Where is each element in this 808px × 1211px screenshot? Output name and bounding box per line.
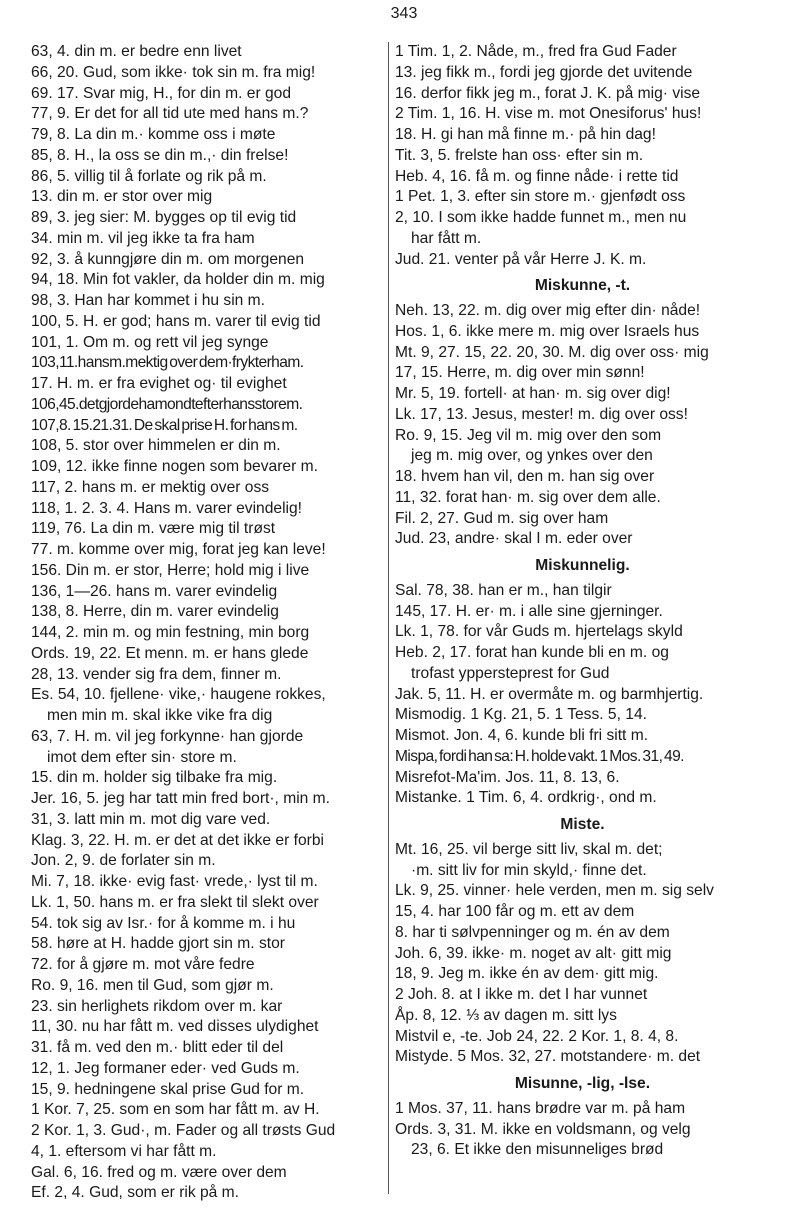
verse-entry: 18, 9. Jeg m. ikke én av dem· gitt mig. bbox=[395, 965, 659, 983]
verse-entry: 18. H. gi han må finne m.· på hin dag! bbox=[395, 126, 656, 143]
verse-entry: 23, 6. Et ikke den misunneliges brød bbox=[411, 1141, 664, 1159]
verse-entry: 92, 3. å kunngjøre din m. om morgenen bbox=[31, 250, 305, 268]
section-heading: Miste. bbox=[560, 816, 605, 833]
verse-entry: 1 Mos. 37, 11. hans brødre var m. på ham bbox=[395, 1099, 686, 1117]
verse-entry: 23. sin herlighets rikdom over m. kar bbox=[31, 997, 283, 1015]
verse-entry: 108, 5. stor over himmelen er din m. bbox=[31, 437, 281, 455]
page-number: 343 bbox=[390, 5, 418, 22]
verse-entry: Mismot. Jon. 4, 6. kunde bli fri sitt m. bbox=[395, 727, 649, 744]
verse-entry: 94, 18. Min fot vakler, da holder din m. mig bbox=[31, 271, 325, 289]
verse-entry: 1 Tim. 1, 2. Nåde, m., fred fra Gud Fader bbox=[395, 43, 677, 60]
verse-entry: 69. 17. Svar mig, H., for din m. er god bbox=[31, 84, 292, 102]
verse-entry: 106,45.detgjordehamondtefterhansstorem. bbox=[31, 395, 303, 413]
verse-entry: 18. hvem han vil, den m. han sig over bbox=[395, 468, 655, 485]
verse-entry: 79, 8. La din m.· komme oss i møte bbox=[31, 126, 276, 143]
verse-entry: Jud. 21. venter på vår Herre J. K. m. bbox=[395, 250, 647, 268]
verse-entry: 107,8. 15.21.31. De skal prise H. for hans m. bbox=[31, 416, 298, 434]
right-column bbox=[395, 42, 770, 1161]
verse-entry: Ro. 9, 15. Jeg vil m. mig over den som bbox=[395, 426, 662, 444]
verse-entry: Lk. 1, 50. hans m. er fra slekt til slekt over bbox=[31, 893, 319, 911]
verse-entry: 31, 3. latt min m. mot dig vare ved. bbox=[31, 810, 271, 828]
verse-entry: 12, 1. Jeg formaner eder· ved Guds m. bbox=[31, 1059, 300, 1077]
verse-entry: 138, 8. Herre, din m. varer evindelig bbox=[31, 603, 279, 621]
verse-entry: 1 Pet. 1, 3. efter sin store m.· gjenfødt oss bbox=[395, 188, 686, 206]
verse-entry: 17. H. m. er fra evighet og· til evighet bbox=[31, 375, 287, 392]
verse-entry: 2 Joh. 8. at I ikke m. det I har vunnet bbox=[395, 986, 648, 1003]
verse-entry: ·m. sitt liv for min skyld,· finne det. bbox=[411, 861, 647, 879]
verse-entry: 15, 9. hedningene skal prise Gud for m. bbox=[31, 1080, 305, 1098]
verse-entry: Mismodig. 1 Kg. 21, 5. 1 Tess. 5, 14. bbox=[395, 706, 647, 724]
verse-entry: Ef. 2, 4. Gud, som er rik på m. bbox=[31, 1184, 239, 1202]
verse-entry: Mt. 9, 27. 15, 22. 20, 30. M. dig over oss· mig bbox=[395, 343, 709, 361]
verse-entry: imot dem efter sin· store m. bbox=[47, 748, 237, 766]
verse-entry: Ro. 9, 16. men til Gud, som gjør m. bbox=[31, 976, 274, 994]
verse-entry: Jak. 5, 11. H. er overmåte m. og barmhjertig. bbox=[395, 685, 704, 703]
verse-entry: 89, 3. jeg sier: M. bygges op til evig tid bbox=[31, 209, 297, 226]
verse-entry: 2, 10. I som ikke hadde funnet m., men nu bbox=[395, 209, 687, 226]
verse-entry: 117, 2. hans m. er mektig over oss bbox=[31, 478, 270, 496]
verse-entry: Mistvil e, -te. Job 24, 22. 2 Kor. 1, 8. 4, 8. bbox=[395, 1027, 679, 1045]
verse-entry: 2 Tim. 1, 16. H. vise m. mot Onesiforus' hus! bbox=[395, 105, 702, 123]
verse-entry: Klag. 3, 22. H. m. er det at det ikke er forbi bbox=[31, 831, 324, 849]
verse-entry: 15. din m. holder sig tilbake fra mig. bbox=[31, 769, 278, 787]
verse-entry: Lk. 17, 13. Jesus, mester! m. dig over oss! bbox=[395, 405, 688, 423]
verse-entry: 98, 3. Han har kommet i hu sin m. bbox=[31, 292, 266, 309]
verse-entry: Joh. 6, 39. ikke· m. noget av alt· gitt mig bbox=[395, 944, 672, 962]
verse-entry: 58. høre at H. hadde gjort sin m. stor bbox=[31, 935, 285, 953]
verse-entry: Ords. 3, 31. M. ikke en voldsmann, og velg bbox=[395, 1120, 691, 1138]
verse-entry: 4, 1. eftersom vi har fått m. bbox=[31, 1142, 217, 1160]
column-divider bbox=[388, 42, 389, 1194]
verse-entry: 144, 2. min m. og min festning, min borg bbox=[31, 624, 310, 641]
verse-entry: Fil. 2, 27. Gud m. sig over ham bbox=[395, 509, 609, 527]
verse-entry: 145, 17. H. er· m. i alle sine gjerninger. bbox=[395, 602, 663, 620]
verse-entry: 119, 76. La din m. være mig til trøst bbox=[31, 520, 276, 538]
verse-entry: Mispa, fordi han sa: H. holde vakt. 1 Mos. 31, 49. bbox=[395, 747, 684, 765]
verse-entry: 13. jeg fikk m., fordi jeg gjorde det uvitende bbox=[395, 63, 693, 81]
verse-entry: Jer. 16, 5. jeg har tatt min fred bort·, min m. bbox=[31, 790, 330, 807]
verse-entry: 118, 1. 2. 3. 4. Hans m. varer evindelig! bbox=[31, 499, 303, 517]
verse-entry: Heb. 2, 17. forat han kunde bli en m. og bbox=[395, 644, 669, 661]
verse-entry: 15, 4. har 100 får og m. ett av dem bbox=[395, 903, 635, 920]
verse-entry: Lk. 1, 78. for vår Guds m. hjertelags skyld bbox=[395, 623, 683, 641]
verse-entry: Es. 54, 10. fjellene· vike,· haugene rokkes, bbox=[31, 686, 326, 704]
verse-entry: 63, 7. H. m. vil jeg forkynne· han gjorde bbox=[31, 727, 304, 745]
verse-entry: 63, 4. din m. er bedre enn livet bbox=[31, 43, 242, 60]
verse-entry: Jud. 23, andre· skal I m. eder over bbox=[395, 530, 633, 548]
section-heading: Miskunne, -t. bbox=[534, 277, 631, 295]
verse-entry: Sal. 78, 38. han er m., han tilgir bbox=[395, 581, 612, 599]
verse-entry: jeg m. mig over, og ynkes over den bbox=[411, 447, 653, 465]
verse-entry: 28, 13. vender sig fra dem, finner m. bbox=[31, 665, 282, 683]
verse-entry: 136, 1—26. hans m. varer evindelig bbox=[31, 582, 278, 600]
verse-entry: Åp. 8, 12. ⅓ av dagen m. sitt lys bbox=[395, 1006, 617, 1024]
verse-entry: Jon. 2, 9. de forlater sin m. bbox=[31, 852, 216, 870]
verse-entry: 16. derfor fikk jeg m., forat J. K. på mig· vise bbox=[395, 84, 701, 102]
verse-entry: 13. din m. er stor over mig bbox=[31, 188, 213, 206]
verse-entry: Mr. 5, 19. fortell· at han· m. sig over dig! bbox=[395, 385, 671, 402]
verse-entry: Gal. 6, 16. fred og m. være over dem bbox=[31, 1163, 287, 1181]
verse-entry: men min m. skal ikke vike fra dig bbox=[47, 707, 273, 724]
verse-entry: Mistyde. 5 Mos. 32, 27. motstandere· m. det bbox=[395, 1048, 701, 1066]
left-column bbox=[31, 42, 386, 1204]
verse-entry: 34. min m. vil jeg ikke ta fra ham bbox=[31, 229, 255, 247]
verse-entry: 85, 8. H., la oss se din m.,· din frelse! bbox=[31, 146, 289, 164]
verse-entry: 54. tok sig av Isr.· for å komme m. i hu bbox=[31, 914, 296, 932]
verse-entry: Lk. 9, 25. vinner· hele verden, men m. sig selv bbox=[395, 882, 714, 900]
verse-entry: trofast yppersteprest for Gud bbox=[411, 664, 610, 682]
verse-entry: Neh. 13, 22. m. dig over mig efter din· nåde! bbox=[395, 302, 701, 319]
verse-entry: Ords. 19, 22. Et menn. m. er hans glede bbox=[31, 644, 309, 662]
verse-entry: 109, 12. ikke finne nogen som bevarer m. bbox=[31, 458, 318, 475]
verse-entry: 86, 5. villig til å forlate og rik på m. bbox=[31, 167, 267, 185]
verse-entry: Misrefot-Ma'im. Jos. 11, 8. 13, 6. bbox=[395, 768, 620, 786]
verse-entry: 156. Din m. er stor, Herre; hold mig i live bbox=[31, 561, 310, 579]
verse-entry: Heb. 4, 16. få m. og finne nåde· i rette tid bbox=[395, 167, 679, 185]
verse-entry: 17, 15. Herre, m. dig over min sønn! bbox=[395, 364, 645, 382]
verse-entry: Mt. 16, 25. vil berge sitt liv, skal m. det; bbox=[395, 840, 663, 858]
verse-entry: Mistanke. 1 Tim. 6, 4. ordkrig·, ond m. bbox=[395, 789, 657, 807]
verse-entry: 11, 30. nu har fått m. ved disses ulydighet bbox=[31, 1018, 319, 1036]
verse-entry: 2 Kor. 1, 3. Gud·, m. Fader og all trøsts Gud bbox=[31, 1122, 336, 1139]
verse-entry: 31. få m. ved den m.· blitt eder til del bbox=[31, 1039, 284, 1056]
verse-entry: 100, 5. H. er god; hans m. varer til evig tid bbox=[31, 312, 321, 330]
verse-entry: Mi. 7, 18. ikke· evig fast· vrede,· lyst til m. bbox=[31, 873, 318, 890]
verse-entry: 8. har ti sølvpenninger og m. én av dem bbox=[395, 923, 670, 941]
verse-entry: 1 Kor. 7, 25. som en som har fått m. av H. bbox=[31, 1101, 320, 1119]
verse-entry: Tit. 3, 5. frelste han oss· efter sin m. bbox=[395, 146, 644, 164]
section-heading: Misunne, -lig, -lse. bbox=[514, 1075, 651, 1092]
verse-entry: 77. m. komme over mig, forat jeg kan leve! bbox=[31, 541, 326, 558]
verse-entry: 11, 32. forat han· m. sig over dem alle. bbox=[395, 488, 661, 506]
verse-entry: 72. for å gjøre m. mot våre fedre bbox=[31, 956, 255, 973]
verse-entry: har fått m. bbox=[411, 229, 482, 247]
verse-entry: 77, 9. Er det for all tid ute med hans m.? bbox=[31, 105, 309, 123]
section-heading: Miskunnelig. bbox=[535, 557, 630, 574]
verse-entry: 101, 1. Om m. og rett vil jeg synge bbox=[31, 333, 269, 351]
verse-entry: 103,11.hansm.mektig over dem·frykterham. bbox=[31, 354, 304, 372]
verse-entry: 66, 20. Gud, som ikke· tok sin m. fra mig! bbox=[31, 63, 316, 81]
verse-entry: Hos. 1, 6. ikke mere m. mig over Israels hus bbox=[395, 322, 700, 340]
